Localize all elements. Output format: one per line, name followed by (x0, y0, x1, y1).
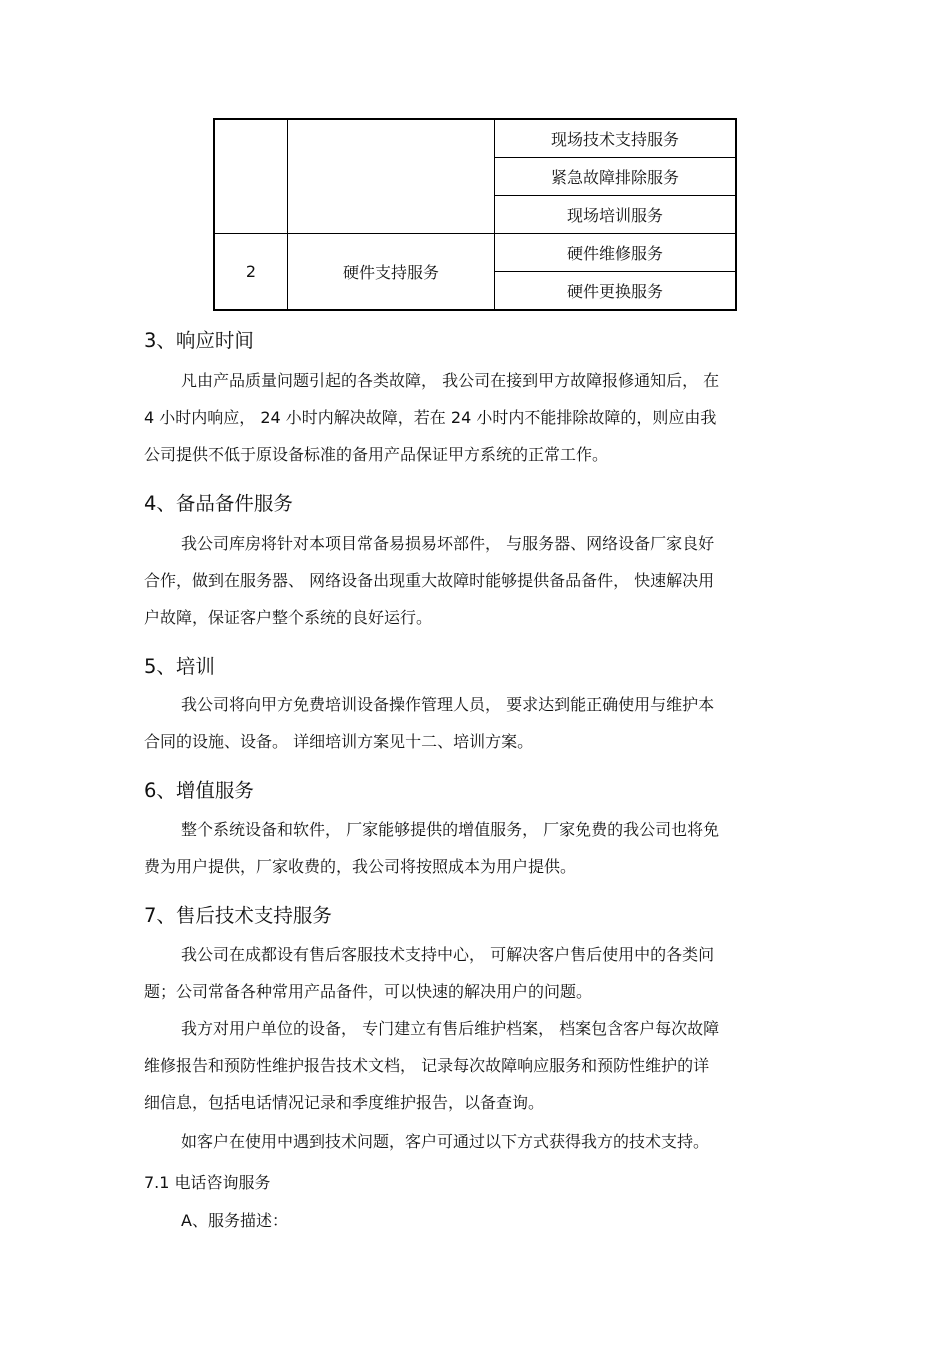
section-heading-training: 5、培训 (144, 655, 215, 678)
table-cell-item: 现场技术支持服务 (495, 119, 737, 158)
table-row (214, 234, 736, 272)
text-line: 公司提供不低于原设备标准的备用产品保证甲方系统的正常工作。 (144, 445, 609, 464)
service-table (213, 118, 737, 311)
table-row (214, 119, 736, 158)
text-line: 如客户在使用中遇到技术问题，客户可通过以下方式获得我方的技术支持。 (181, 1132, 710, 1151)
text-line: 合同的设施、设备。 详细培训方案见十二、培训方案。 (144, 732, 534, 751)
section-heading-after-sales: 7、售后技术支持服务 (144, 904, 332, 927)
subheading-service-description: A、服务描述： (181, 1211, 288, 1230)
table-cell-item: 硬件更换服务 (495, 272, 737, 311)
text-line: 维修报告和预防性维护报告技术文档， 记录每次故障响应服务和预防性维护的详 (144, 1056, 710, 1075)
table-cell-category (288, 119, 495, 234)
text-line: 我公司在成都设有售后客服技术支持中心， 可解决客户售后使用中的各类问 (181, 945, 715, 964)
table-cell-item: 紧急故障排除服务 (495, 158, 737, 196)
section-heading-response-time: 3、响应时间 (144, 329, 254, 352)
table-cell-no: 2 (214, 234, 288, 311)
text-line: 费为用户提供，厂家收费的，我公司将按照成本为用户提供。 (144, 857, 577, 876)
text-line: 4 小时内响应， 24 小时内解决故障，若在 24 小时内不能排除故障的，则应由我 (144, 408, 717, 427)
text-line: 合作，做到在服务器、 网络设备出现重大故障时能够提供备品备件， 快速解决用 (144, 571, 715, 590)
table-cell-item: 硬件维修服务 (495, 234, 737, 272)
table-cell-item: 现场培训服务 (495, 196, 737, 234)
text-line: 户故障，保证客户整个系统的良好运行。 (144, 608, 433, 627)
paragraph-value-added (144, 811, 806, 885)
text-line: 凡由产品质量问题引起的各类故障， 我公司在接到甲方故障报修通知后， 在 (181, 371, 720, 390)
paragraph-spare-parts (144, 525, 806, 636)
paragraph-after-sales-2 (144, 1010, 806, 1121)
paragraph-response-time (144, 362, 806, 473)
section-heading-value-added: 6、增值服务 (144, 779, 254, 802)
table-cell-no (214, 119, 288, 234)
paragraph-after-sales-1 (144, 936, 806, 1010)
text-line: 细信息，包括电话情况记录和季度维护报告，以备查询。 (144, 1093, 545, 1112)
paragraph-training (144, 686, 806, 760)
text-line: 我公司将向甲方免费培训设备操作管理人员， 要求达到能正确使用与维护本 (181, 695, 715, 714)
section-heading-spare-parts: 4、备品备件服务 (144, 492, 293, 515)
table-cell-category: 硬件支持服务 (288, 234, 495, 311)
subheading-phone-service: 7.1 电话咨询服务 (144, 1173, 271, 1192)
text-line: 我方对用户单位的设备， 专门建立有售后维护档案， 档案包含客户每次故障 (181, 1019, 720, 1038)
text-line: 整个系统设备和软件， 厂家能够提供的增值服务， 厂家免费的我公司也将免 (181, 820, 720, 839)
paragraph-after-sales-3 (144, 1123, 806, 1160)
text-line: 我公司库房将针对本项目常备易损易坏部件， 与服务器、网络设备厂家良好 (181, 534, 715, 553)
text-line: 题；公司常备各种常用产品备件，可以快速的解决用户的问题。 (144, 982, 593, 1001)
